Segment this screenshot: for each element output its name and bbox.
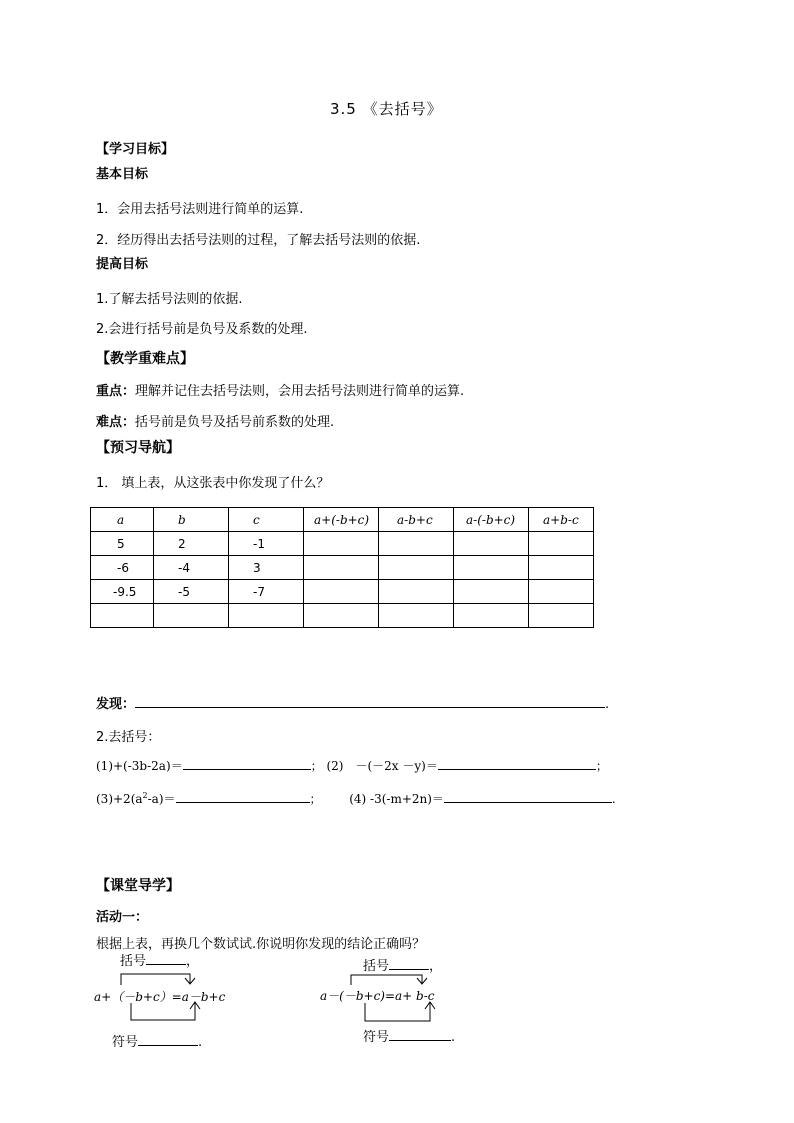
exercise-3-part-b: -a)＝ — [147, 792, 176, 806]
table-cell: 3 — [229, 556, 304, 580]
discover-blank[interactable] — [135, 696, 605, 708]
exercise-1: (1)+(-3b-2a)＝ — [96, 759, 183, 773]
left-sign-label: 符号 — [112, 1035, 139, 1050]
exercise-4: (4) -3(-m+2n)＝ — [349, 792, 444, 806]
right-lower-bracket-connector — [365, 1003, 430, 1021]
focus-line — [96, 380, 464, 399]
exercise-4-blank[interactable] — [444, 791, 612, 803]
table-cell[interactable] — [304, 532, 379, 556]
exercise-3-end: ； — [309, 792, 322, 806]
exercise-1-end: ； — [310, 759, 323, 773]
table-cell[interactable] — [304, 556, 379, 580]
classroom-heading: 【课堂导学】 — [96, 878, 180, 894]
table-cell[interactable] — [379, 580, 454, 604]
table-cell[interactable] — [529, 604, 594, 628]
left-bracket-label: 括号 — [120, 954, 147, 969]
table-header-row — [91, 508, 594, 532]
table-header-cell: c — [229, 508, 304, 532]
basic-goal-item: 1．会用去括号法则进行简单的运算. — [96, 202, 304, 217]
advanced-goal-item: 2.会进行括号前是负号及系数的处理. — [96, 322, 308, 337]
exercise-4-end: . — [611, 792, 616, 806]
left-sign-line — [112, 1031, 202, 1050]
value-table — [90, 507, 594, 628]
table-cell: -9.5 — [91, 580, 154, 604]
preview-heading: 【预习导航】 — [96, 440, 180, 456]
table-cell[interactable] — [379, 556, 454, 580]
basic-goal-item: 2．经历得出去括号法则的过程，了解去括号法则的依据. — [96, 233, 421, 248]
exercise-2-end: ； — [595, 759, 608, 773]
table-header-cell: a — [91, 508, 154, 532]
discover-line — [96, 693, 609, 712]
right-sign-blank[interactable] — [389, 1029, 451, 1041]
basic-goals-heading: 基本目标 — [96, 167, 149, 182]
left-upper-bracket-connector — [121, 974, 190, 985]
table-cell: -6 — [91, 556, 154, 580]
difficulty-line — [96, 411, 334, 430]
right-upper-bracket-connector — [351, 975, 422, 985]
exercise-3-blank[interactable] — [176, 791, 310, 803]
table-cell[interactable] — [529, 580, 594, 604]
table-cell[interactable] — [304, 604, 379, 628]
table-row — [91, 532, 594, 556]
advanced-goals-heading: 提高目标 — [96, 257, 149, 272]
table-header-cell: a-b+c — [379, 508, 454, 532]
table-cell: 2 — [154, 532, 229, 556]
left-sign-blank[interactable] — [138, 1034, 198, 1046]
table-row — [91, 604, 594, 628]
exercise-1-blank[interactable] — [183, 758, 311, 770]
left-arrows — [90, 965, 230, 1025]
question-2: 2.去括号： — [96, 730, 161, 745]
table-cell[interactable] — [91, 604, 154, 628]
learning-goals-heading: 【学习目标】 — [96, 142, 175, 157]
activity-instruction: 根据上表，再换几个数试试.你说明你发现的结论正确吗？ — [96, 937, 426, 952]
table-cell: -7 — [229, 580, 304, 604]
left-sign-end: . — [198, 1035, 203, 1050]
table-header-cell: b — [154, 508, 229, 532]
activity-label: 活动一： — [96, 910, 149, 925]
advanced-goal-item: 1.了解去括号法则的依据. — [96, 292, 243, 307]
right-bracket-end: ， — [429, 959, 443, 974]
right-formula: a－(－b+c)=a+ b-c — [320, 989, 435, 1003]
exercise-3-superscript: 2 — [142, 791, 148, 800]
table-cell[interactable] — [529, 532, 594, 556]
right-arrows — [330, 965, 470, 1025]
table-cell: -4 — [154, 556, 229, 580]
page-title: 3.5 《去括号》 — [330, 100, 443, 118]
focus-text: 理解并记住去括号法则，会用去括号法则进行简单的运算. — [135, 384, 465, 399]
table-cell[interactable] — [229, 604, 304, 628]
table-row — [91, 556, 594, 580]
table-cell: -5 — [154, 580, 229, 604]
left-bracket-end: ， — [186, 954, 200, 969]
table-header-cell: a+(-b+c) — [304, 508, 379, 532]
table-header-cell: a-(-b+c) — [454, 508, 529, 532]
table-cell[interactable] — [154, 604, 229, 628]
exercise-line-1 — [96, 757, 608, 774]
difficulty-label: 难点： — [96, 415, 136, 430]
left-formula: a+（－b+c）=a－b+c — [94, 990, 226, 1004]
table-cell[interactable] — [454, 532, 529, 556]
table-header-cell: a+b-c — [529, 508, 594, 532]
exercise-line-2 — [96, 790, 616, 807]
right-sign-label: 符号 — [363, 1030, 390, 1045]
key-points-heading: 【教学重难点】 — [96, 351, 194, 367]
exercise-2-blank[interactable] — [438, 758, 596, 770]
right-sign-line — [363, 1026, 455, 1045]
right-sign-end: . — [451, 1030, 456, 1045]
table-cell[interactable] — [454, 580, 529, 604]
discover-end: . — [605, 697, 610, 712]
left-lower-bracket-connector — [131, 1003, 195, 1020]
exercise-3 — [96, 792, 176, 806]
question-1: 1． 填上表，从这张表中你发现了什么？ — [96, 476, 330, 491]
left-bracket-blank[interactable] — [146, 953, 186, 965]
exercise-2: (2) －(－2x －y)＝ — [326, 759, 438, 773]
exercise-3-part-a: (3)+2(a — [96, 792, 143, 806]
discover-label: 发现： — [96, 697, 136, 712]
table-cell[interactable] — [454, 556, 529, 580]
table-cell[interactable] — [529, 556, 594, 580]
difficulty-text: 括号前是负号及括号前系数的处理. — [135, 415, 335, 430]
table-cell[interactable] — [379, 604, 454, 628]
table-cell[interactable] — [379, 532, 454, 556]
table-row — [91, 580, 594, 604]
right-bracket-label: 括号 — [363, 959, 390, 974]
table-cell: -1 — [229, 532, 304, 556]
table-cell: 5 — [91, 532, 154, 556]
focus-label: 重点： — [96, 384, 136, 399]
table-cell[interactable] — [304, 580, 379, 604]
table-cell[interactable] — [454, 604, 529, 628]
